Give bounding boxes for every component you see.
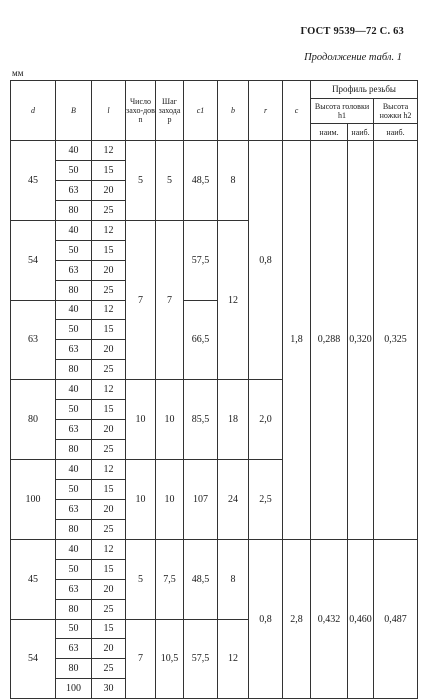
cell-l: 20	[92, 420, 126, 440]
cell-r-merged: 0,8	[249, 539, 283, 699]
cell-c-merged: 2,8	[283, 539, 311, 699]
cell-p-merged: 7	[156, 220, 184, 380]
cell-p: 10	[156, 460, 184, 540]
cell-l: 25	[92, 360, 126, 380]
cell-B: 80	[56, 659, 92, 679]
cell-c1: 85,5	[184, 380, 218, 460]
cell-c1: 107	[184, 460, 218, 540]
cell-B: 80	[56, 280, 92, 300]
cell-B: 63	[56, 499, 92, 519]
cell-h2-merged: 0,487	[374, 539, 418, 699]
cell-b: 24	[218, 460, 249, 540]
col-d-header: d	[11, 81, 56, 141]
col-n-header: Число захо-дов n	[126, 81, 156, 141]
cell-l: 15	[92, 400, 126, 420]
col-c1-header: c1	[184, 81, 218, 141]
cell-c1: 48,5	[184, 141, 218, 221]
cell-h1-max-merged: 0,320	[348, 141, 374, 540]
cell-l: 25	[92, 440, 126, 460]
cell-B: 80	[56, 200, 92, 220]
cell-l: 20	[92, 260, 126, 280]
table-row	[11, 141, 418, 161]
cell-r: 2,5	[249, 460, 283, 540]
cell-h1-max-merged: 0,460	[348, 539, 374, 699]
cell-B: 40	[56, 220, 92, 240]
cell-p: 10,5	[156, 619, 184, 699]
h1-max-header: наиб.	[348, 124, 374, 141]
cell-p: 10	[156, 380, 184, 460]
cell-c1: 48,5	[184, 539, 218, 619]
cell-l: 25	[92, 519, 126, 539]
cell-l: 30	[92, 679, 126, 699]
cell-l: 25	[92, 659, 126, 679]
cell-B: 50	[56, 320, 92, 340]
cell-B: 40	[56, 539, 92, 559]
cell-l: 15	[92, 619, 126, 639]
cell-n-merged: 7	[126, 220, 156, 380]
cell-d: 54	[11, 220, 56, 300]
cell-l: 15	[92, 559, 126, 579]
cell-r-merged: 0,8	[249, 141, 283, 380]
cell-l: 12	[92, 220, 126, 240]
h1-min-header: наим.	[311, 124, 348, 141]
cell-c1: 57,5	[184, 220, 218, 300]
col-p-header: Шаг захода p	[156, 81, 184, 141]
cell-l: 20	[92, 180, 126, 200]
cell-b: 8	[218, 539, 249, 619]
cell-B: 80	[56, 599, 92, 619]
cell-d: 54	[11, 619, 56, 699]
col-l-header: l	[92, 81, 126, 141]
h2-max-header: наиб.	[374, 124, 418, 141]
cell-b: 12	[218, 619, 249, 699]
cell-B: 40	[56, 300, 92, 320]
cell-l: 25	[92, 599, 126, 619]
cell-l: 20	[92, 639, 126, 659]
cell-B: 63	[56, 340, 92, 360]
cell-B: 80	[56, 519, 92, 539]
cell-b-merged: 12	[218, 220, 249, 380]
cell-l: 15	[92, 160, 126, 180]
cell-l: 12	[92, 380, 126, 400]
cell-n: 10	[126, 380, 156, 460]
cell-B: 80	[56, 440, 92, 460]
col-B-header: B	[56, 81, 92, 141]
profile-header: Профиль резьбы	[311, 81, 418, 99]
table-continuation-label: Продолжение табл. 1	[304, 52, 402, 63]
cell-B: 63	[56, 420, 92, 440]
cell-l: 20	[92, 579, 126, 599]
cell-B: 63	[56, 180, 92, 200]
cell-n: 10	[126, 460, 156, 540]
cell-l: 12	[92, 300, 126, 320]
h2-header: Высота ножки h2	[374, 99, 418, 124]
cell-l: 25	[92, 280, 126, 300]
col-b-header: b	[218, 81, 249, 141]
cell-d: 100	[11, 460, 56, 540]
cell-l: 15	[92, 479, 126, 499]
cell-B: 50	[56, 479, 92, 499]
cell-l: 15	[92, 240, 126, 260]
cell-l: 15	[92, 320, 126, 340]
cell-b: 8	[218, 141, 249, 221]
col-r-header: r	[249, 81, 283, 141]
units-label: мм	[12, 68, 24, 78]
cell-d: 45	[11, 141, 56, 221]
cell-r: 2,0	[249, 380, 283, 460]
cell-B: 40	[56, 141, 92, 161]
cell-d: 45	[11, 539, 56, 619]
cell-n: 5	[126, 141, 156, 221]
cell-h2-merged: 0,325	[374, 141, 418, 540]
h1-header: Высота головки h1	[311, 99, 374, 124]
cell-l: 25	[92, 200, 126, 220]
cell-c1: 57,5	[184, 619, 218, 699]
cell-b: 18	[218, 380, 249, 460]
thread-dimensions-table	[10, 80, 418, 699]
cell-n: 7	[126, 619, 156, 699]
cell-l: 12	[92, 539, 126, 559]
cell-p: 5	[156, 141, 184, 221]
cell-B: 50	[56, 619, 92, 639]
cell-l: 12	[92, 141, 126, 161]
cell-B: 50	[56, 160, 92, 180]
cell-B: 50	[56, 240, 92, 260]
cell-B: 50	[56, 559, 92, 579]
cell-B: 63	[56, 639, 92, 659]
cell-B: 80	[56, 360, 92, 380]
cell-l: 20	[92, 499, 126, 519]
table-row	[11, 539, 418, 559]
cell-h1-min-merged: 0,432	[311, 539, 348, 699]
cell-d: 63	[11, 300, 56, 380]
cell-B: 63	[56, 579, 92, 599]
cell-B: 40	[56, 460, 92, 480]
cell-l: 20	[92, 340, 126, 360]
cell-c1: 66,5	[184, 300, 218, 380]
cell-d: 80	[11, 380, 56, 460]
cell-B: 63	[56, 260, 92, 280]
cell-c-merged: 1,8	[283, 141, 311, 540]
cell-B: 40	[56, 380, 92, 400]
cell-l: 12	[92, 460, 126, 480]
cell-n: 5	[126, 539, 156, 619]
cell-h1-min-merged: 0,288	[311, 141, 348, 540]
gost-header: ГОСТ 9539—72 С. 63	[300, 26, 404, 37]
cell-B: 50	[56, 400, 92, 420]
cell-B: 100	[56, 679, 92, 699]
cell-p: 7,5	[156, 539, 184, 619]
col-c-header: c	[283, 81, 311, 141]
